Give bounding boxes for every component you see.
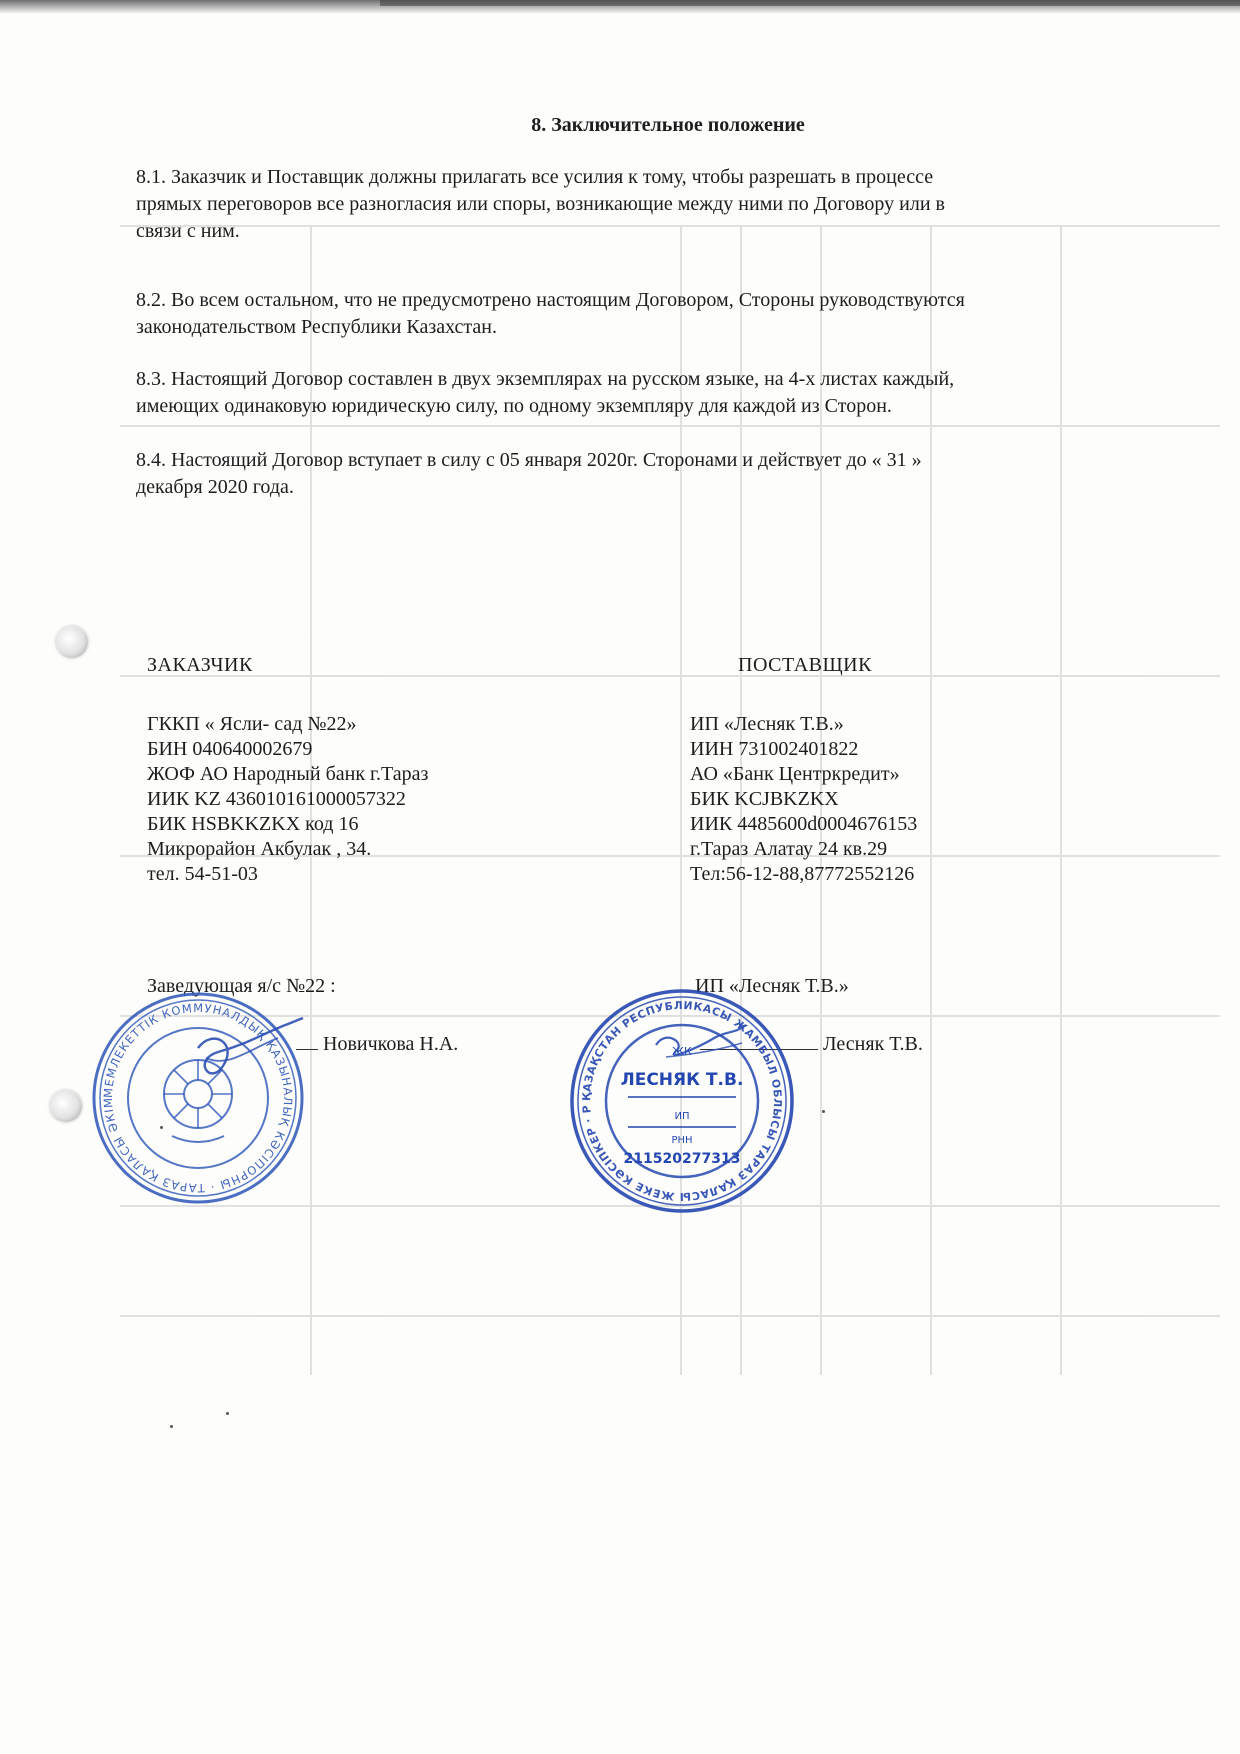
customer-detail-line: ГККП « Ясли- сад №22» [147,713,357,735]
clause-line: прямых переговоров все разногласия или споры, возникающие между ними по Договору или в [136,193,945,215]
supplier-seal-number: 211520277313 [623,1151,741,1167]
supplier-details [690,712,917,887]
clause-8-1 [136,164,1186,245]
customer-heading: ЗАКАЗЧИК [147,654,253,676]
clause-line: 8.1. Заказчик и Поставщик должны прилагать все усилия к тому, чтобы разрешать в процессе [136,166,934,188]
supplier-detail-line: ИИН 731002401822 [690,738,859,760]
clause-8-3 [136,366,1186,420]
clause-8-4 [136,447,1186,501]
supplier-signatory-name: Лесняк Т.В. [823,1033,923,1055]
customer-seal [88,988,308,1208]
clause-line: законодательством Республики Казахстан. [136,316,497,338]
supplier-seal-name: ЛЕСНЯК Т.В. [620,1070,744,1090]
customer-detail-line: Микрорайон Акбулак , 34. [147,838,372,860]
supplier-detail-line: БИК KCJBKZKX [690,788,839,810]
customer-detail-line: ИИК KZ 436010161000057322 [147,788,406,810]
punch-hole-top [56,626,88,658]
customer-seal-ring-text: МЕМЛЕКЕТТІК КОММУНАЛДЫҚ ҚАЗЫНАЛЫҚ КӘСІПОРНЫ · ТАРАЗ ҚАЛАСЫ ӘКІМ [100,1000,296,1196]
supplier-seal-rnn: РНН [671,1135,693,1146]
supplier-seal-graphic [566,985,798,1217]
clause-line: 8.3. Настоящий Договор составлен в двух экземплярах на русском языке, на 4-х листах каждый, [136,368,955,390]
supplier-seal-ring-text: ҚАЗАҚСТАН РЕСПУБЛИКАСЫ ЖАМБЫЛ ОБЛЫСЫ ТАРАЗ ҚАЛАСЫ ЖЕКЕ КӘСІПКЕР · Р [579,998,785,1204]
clause-8-2 [136,287,1186,341]
supplier-heading: ПОСТАВЩИК [738,654,872,676]
supplier-detail-line: ИИК 4485600d0004676153 [690,813,918,835]
supplier-seal [566,985,798,1217]
punch-hole-bottom [50,1090,82,1122]
customer-signatory-name: Новичкова Н.А. [323,1033,459,1055]
clause-line: связи с ним. [136,220,240,242]
supplier-detail-line: Тел:56-12-88,87772552126 [690,863,915,885]
supplier-detail-line: г.Тараз Алатау 24 кв.29 [690,838,888,860]
customer-detail-line: БИК HSBKKZKX код 16 [147,813,359,835]
supplier-seal-top: ЖК [672,1045,692,1058]
customer-signature-line [296,1031,458,1056]
customer-seal-graphic [88,988,308,1208]
customer-detail-line: ЖОФ АО Народный банк г.Тараз [147,763,429,785]
supplier-detail-line: АО «Банк Центркредит» [690,763,900,785]
clause-line: декабря 2020 года. [136,476,294,498]
customer-details [147,712,428,887]
clause-line: имеющих одинаковую юридическую силу, по одному экземпляру для каждой из Сторон. [136,395,892,417]
clause-line: 8.4. Настоящий Договор вступает в силу с 05 января 2020г. Сторонами и действует до « 31 » [136,449,922,471]
scan-edge-dark [380,0,1240,6]
supplier-signatory-role: ИП «Лесняк Т.В.» [695,975,849,997]
supplier-seal-ip: ИП [674,1111,690,1122]
customer-signatory-role: Заведующая я/с №22 : [147,975,336,997]
customer-detail-line: тел. 54-51-03 [147,863,258,885]
clause-line: 8.2. Во всем остальном, что не предусмотрено настоящим Договором, Стороны руководствуются [136,289,965,311]
section-title: 8. Заключительное положение [531,114,805,136]
customer-detail-line: БИН 040640002679 [147,738,313,760]
supplier-detail-line: ИП «Лесняк Т.В.» [690,713,844,735]
